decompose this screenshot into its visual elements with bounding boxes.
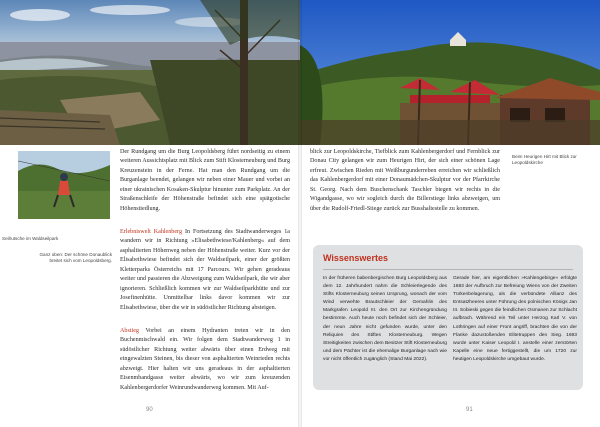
heuriger-hirt-photo xyxy=(300,0,600,145)
section-erlebniswelt xyxy=(120,228,290,313)
heuriger-image xyxy=(300,0,600,145)
heuriger-photo-caption: Beim Heurigen Hirt mit Blick zur Leopoldskirche xyxy=(512,154,577,165)
page-number-right: 91 xyxy=(466,407,473,413)
section-abstieg xyxy=(120,327,290,393)
wissenswertes-col-right: Gerade hier, am eigentlichen »Kahlengebirge« erfolgte 1683 der Aufbruch zur Befreiung Wiens von der Zweiten Türkenbelagerung, als die verbündete Allianz des Entsatzheeres unter Führung des polnischen Königs Jan III. Sobieski gegen die feindlichen Osmanen zur Schlacht aufbrach. Während ein Teil unter Herzog Karl V. von Lothringen auf einer Front angriff, brachten die von der Flanke dazustoßenden Elitetruppen den Sieg. 1693 wurde unter Kaiser Leopold I. anstelle einer zerstörten Kapelle eine neue fertiggestellt, die um 1720 zur heutigen Leopoldskirche umgebaut wurde. xyxy=(453,276,577,362)
inset-photo-caption: Seilrutsche im Waldseilpark xyxy=(2,236,59,241)
zipline-image xyxy=(18,151,110,219)
section-erlebniswelt-text: In Fortsetzung des Stadtwanderweges 1a wandern wir in Richtung »Elisabethwiese/Kahlenberg« auf dem asphaltierten Höhenweg neben der Höhenstraße weiter. Kurz vor der Elisabethwiese befindet sich der Waldseilpark, einer der größten Kletterparks Österreichs mit 17 Parcours. Wir gehen geradeaus weiter und passieren die Abzweigung zum Waldseilpark, die wir aber ignorieren. Schließlich kommen wir zur Waldseilparkhütte und zur Josefinenhütte. Unmittelbar links davor kommen wir zur Elisabethwiese, über die wir in südöstlicher Richtung absteigen. xyxy=(120,229,291,311)
wissenswertes-col-left: In der früheren babenbergischen Burg Leopoldsberg aus dem 12. Jahrhundert nahm die Schleierlegende des Stifts Klosterneuburg seinen Ursprung, wonach der vom Wind verwehte Brautschleier der Gemahlin des Markgrafen Leopold III. den Ort zur Kirchengründung bestimmte. Auch heute noch befindet sich der Schleier, der neun Jahre nicht gefunden wurde, unter den Reliquien des Stiftes Klosterneuburg. Wegen Streitigkeiten zwischen dem Besitzer Stift Klosterneuburg und dem Pächter ist die ehemalige Burganlage nach wie vor nicht öffentlich zugänglich (Stand Mai 2022). xyxy=(323,276,447,362)
intro-paragraph xyxy=(120,148,290,214)
vienna-panorama-photo xyxy=(0,0,300,145)
section-abstieg-label: Abstieg xyxy=(120,328,139,334)
page-number-left: 90 xyxy=(146,407,153,413)
book-gutter xyxy=(298,0,302,427)
continued-paragraph xyxy=(310,148,500,214)
zipline-inset-photo xyxy=(18,151,110,219)
intro-paragraph-text: Der Rundgang um die Burg Leopoldsberg führt nordseitig zu einem weiteren Aussichtsplatz mit Blick zum Stift Klosterneuburg und Burg Kreuzenstein in der Ferne. Hat man den Rundgang um die Burganlage beendet, gelangen wir neben einer Mauer und vorbei an einer ukrainischen Kosaken-Skulptur hinunter zum Parkplatz. An der Straßenschleife der Höhenstraße befindet sich eine spätgotische Höhenstiedlung. xyxy=(120,149,290,212)
main-photo-caption: Ganz oben: Der schöne Donaublick breitet sich vom Leopoldsberg. xyxy=(39,252,112,263)
wissenswertes-box xyxy=(313,245,583,390)
vienna-panorama-image xyxy=(0,0,300,145)
box-divider xyxy=(323,269,573,270)
section-erlebniswelt-label: Erlebniswelt Kahlenberg xyxy=(120,229,183,235)
wissenswertes-title: Wissenswertes xyxy=(323,253,388,263)
section-abstieg-text: Vorbei an einem Hydranten treten wir in den Buchenmischwald ein. Wir folgen dem Stadtwanderweg 1 in südöstlicher Richtung weiter abwärts über einen Erdweg mit eingewalzten Steinen, bis dieser von asphaltierten Weinrieden rechts abzweigt. Hier halten wir uns geradeaus in der asphaltierten Eisenmbandgasse weiter abwärts, wo wir zum kreuzenden Kahlenbergerdorfer Weinrundwanderweg kommen. Mit Auf- xyxy=(120,328,290,391)
continued-paragraph-text: blick zur Leopoldskirche, Tiefblick zum Kahlenbergerdorf und Fernblick zur Donau City gelangen wir zum Heurigen Hirt, der sich einer schönen Lage erfreut. Zwischen Rieden mit Weißburgunderreben erreichen wir schließlich das Kahlenbergerdorf mit einer Donaumädchen-Skulptur vor der Pfarrkirche St. Georg. Nach dem Buschenschank Taschler biegen wir rechts in die Wigandgasse, wo wir sogleich durch die Billerstiege links abzweigen, um über die Rudolf-Friedl-Stiege zurück zur Busshaltestelle zu kommen. xyxy=(310,149,500,212)
